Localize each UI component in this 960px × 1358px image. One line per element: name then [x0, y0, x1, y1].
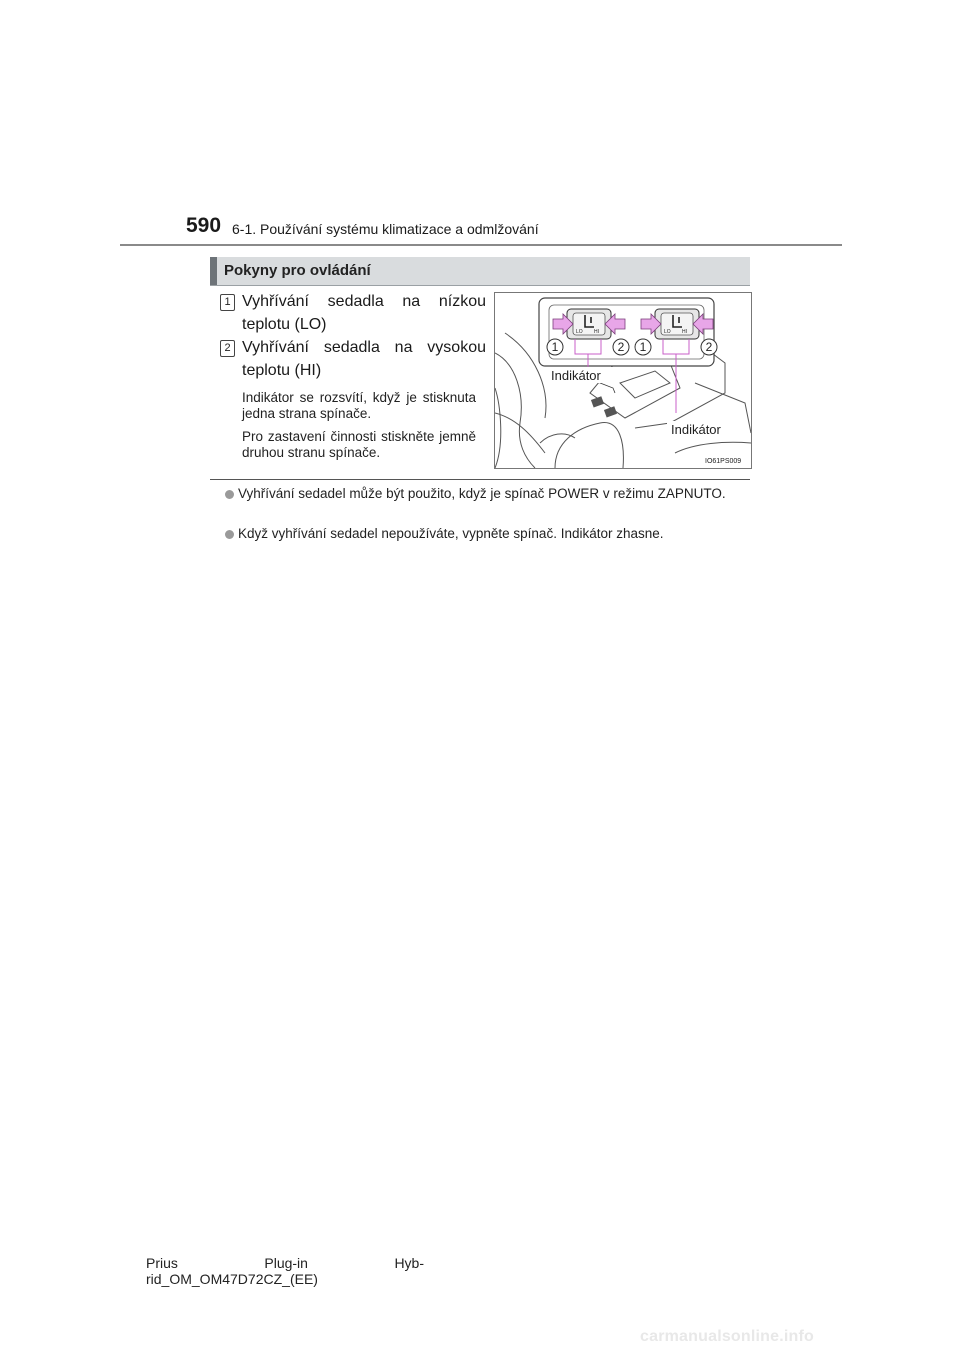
footer-doc-part: Plug-in — [264, 1255, 308, 1271]
item-text-2: Vyhřívání sedadla na vysokou teplotu (HI) — [242, 339, 486, 379]
footer-document-id — [146, 1255, 424, 1287]
right-switch-hi: HI — [682, 329, 687, 335]
left-switch-hi: HI — [594, 329, 599, 335]
note-stop: Pro zastavení činnosti stiskněte jemně druhou stranu spínače. — [242, 429, 476, 460]
item-number-2: 2 — [220, 340, 235, 357]
note-indicator: Indikátor se rozsvítí, když je stisknuta jedna strana spínače. — [242, 390, 476, 421]
section-header — [210, 257, 750, 286]
page-number: 590 — [186, 214, 222, 237]
bullet-icon — [225, 490, 234, 499]
left-switch-lo: LO — [576, 329, 583, 335]
bullet-switch-off: Když vyhřívání sedadel nepoužíváte, vypněte spínač. Indikátor zhasne. — [238, 526, 664, 541]
section-title: Pokyny pro ovládání — [224, 262, 371, 279]
footer-doc-code: rid_OM_OM47D72CZ_(EE) — [146, 1271, 318, 1287]
right-switch-lo: LO — [664, 329, 671, 335]
seat-heater-figure — [494, 292, 752, 469]
section-header-accent — [210, 257, 217, 285]
item-number-1: 1 — [220, 294, 235, 311]
left-seat-heater-switch — [567, 309, 611, 339]
callout-number: 1 — [551, 340, 559, 354]
footer-doc-part: Prius — [146, 1255, 178, 1271]
right-seat-heater-switch — [655, 309, 699, 339]
section-divider — [210, 479, 750, 480]
indicator-label-1: Indikátor — [551, 368, 601, 383]
chapter-title: 6-1. Používání systému klimatizace a odmlžování — [232, 221, 539, 237]
footer-watermark: carmanualsonline.info — [640, 1328, 815, 1345]
item-text-1: Vyhřívání sedadla na nízkou teplotu (LO) — [242, 293, 486, 333]
footer-doc-part: Hyb- — [394, 1255, 424, 1271]
seat-heater-illustration — [495, 293, 751, 468]
callout-number: 2 — [705, 340, 713, 354]
callout-number: 2 — [617, 340, 625, 354]
bullet-power-mode: Vyhřívání sedadel může být použito, když je spínač POWER v režimu ZAPNUTO. — [238, 486, 726, 501]
bullet-icon — [225, 530, 234, 539]
indicator-label-2: Indikátor — [671, 422, 721, 437]
callout-number: 1 — [639, 340, 647, 354]
figure-image-code: IO61PS009 — [705, 458, 742, 465]
header-divider — [120, 244, 842, 246]
